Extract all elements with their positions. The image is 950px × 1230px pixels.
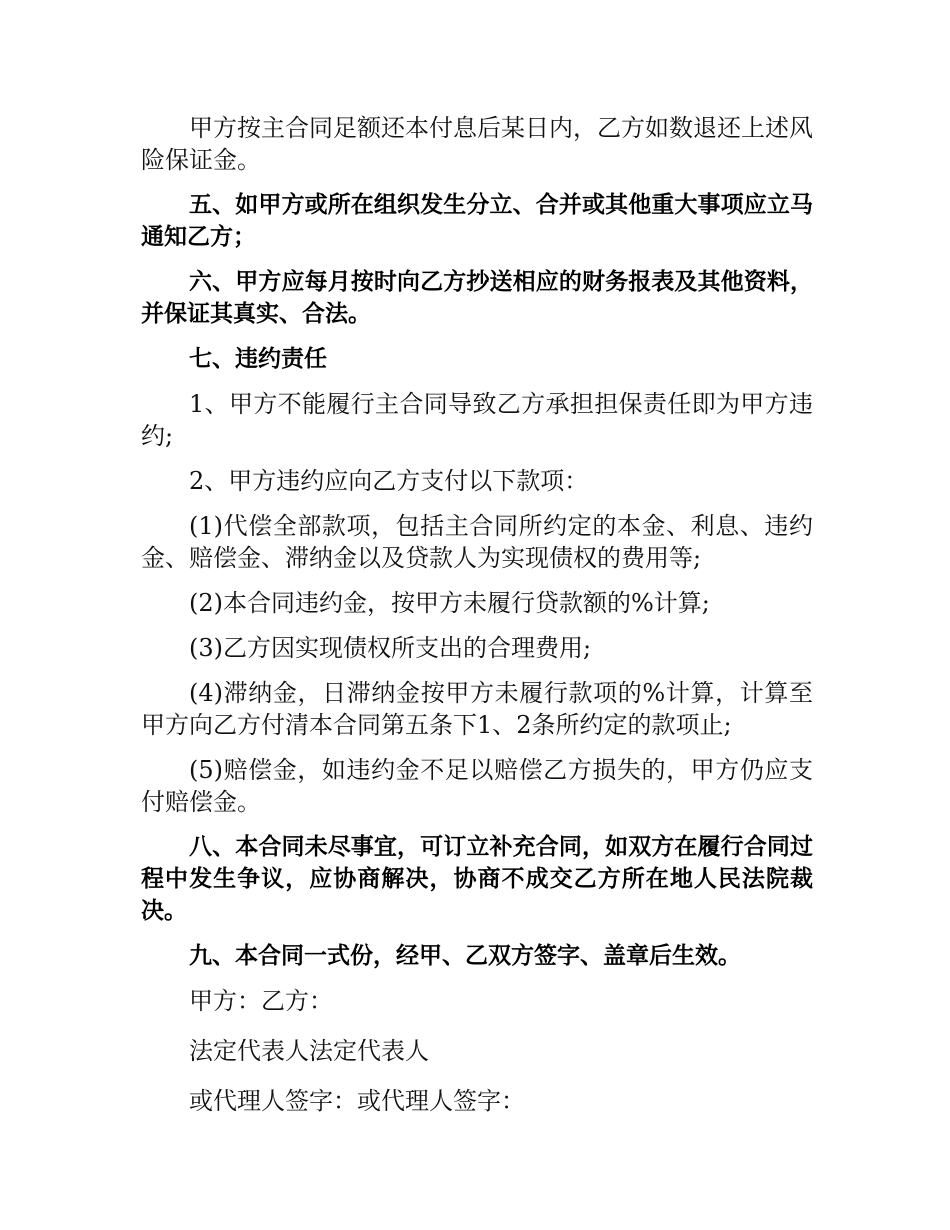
clause-9-heading: 九、本合同一式份，经甲、乙双方签字、盖章后生效。 bbox=[189, 943, 741, 969]
clause-7-subitem-1: (1)代偿全部款项，包括主合同所约定的本金、利息、违约金、赔偿金、滞纳金以及贷款人为实现债权的费用等; bbox=[141, 512, 813, 572]
signature-parties: 甲方：乙方： bbox=[189, 987, 333, 1015]
clause-7-item-1: 1、甲方不能履行主合同导致乙方承担担保责任即为甲方违约; bbox=[141, 390, 813, 450]
paragraph-deposit-refund: 甲方按主合同足额还本付息后某日内，乙方如数退还上述风险保证金。 bbox=[141, 114, 813, 174]
clause-7-subitem-3: (3)乙方因实现债权所支出的合理费用; bbox=[189, 634, 592, 662]
clause-6-heading: 六、甲方应每月按时向乙方抄送相应的财务报表及其他资料，并保证其真实、合法。 bbox=[141, 269, 813, 327]
signature-legal-representatives: 法定代表人法定代表人 bbox=[189, 1037, 429, 1065]
clause-5-heading: 五、如甲方或所在组织发生分立、合并或其他重大事项应立马通知乙方； bbox=[141, 192, 813, 250]
clause-7-subitem-5: (5)赔偿金，如违约金不足以赔偿乙方损失的，甲方仍应支付赔偿金。 bbox=[141, 756, 813, 816]
clause-7-subitem-2: (2)本合同违约金，按甲方未履行贷款额的%计算; bbox=[189, 589, 710, 617]
clause-7-subitem-4: (4)滞纳金，日滞纳金按甲方未履行款项的%计算，计算至甲方向乙方付清本合同第五条下1、2条所约定的款项止; bbox=[141, 679, 813, 739]
clause-8-heading: 八、本合同未尽事宜，可订立补充合同，如双方在履行合同过程中发生争议，应协商解决，协商不成交乙方所在地人民法院裁决。 bbox=[141, 834, 813, 924]
document-body bbox=[141, 112, 813, 1135]
clause-7-item-2: 2、甲方违约应向乙方支付以下款项： bbox=[189, 467, 589, 495]
clause-7-heading: 七、违约责任 bbox=[189, 346, 327, 372]
signature-agents: 或代理人签字：或代理人签字： bbox=[189, 1087, 525, 1115]
